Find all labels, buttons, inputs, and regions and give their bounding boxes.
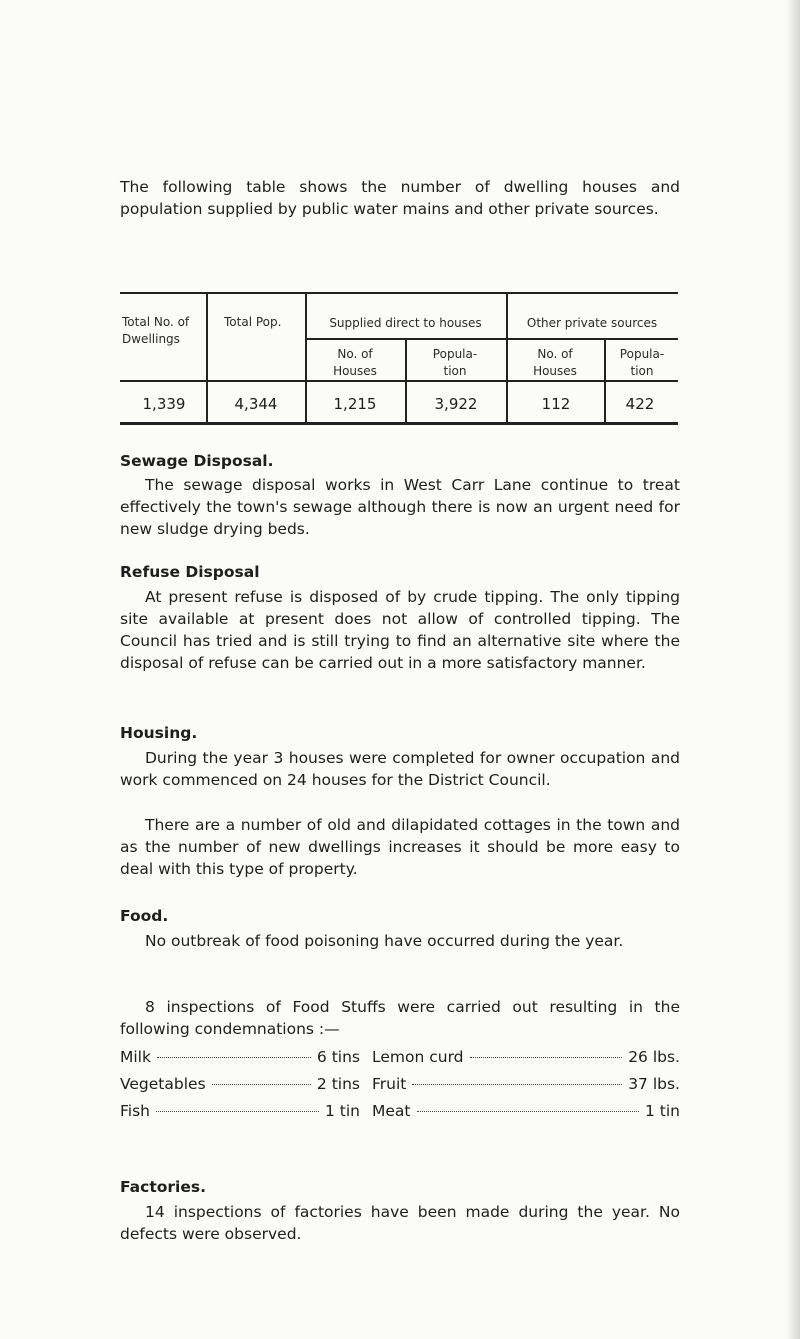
header-no-of-houses: No. of Houses (333, 347, 377, 378)
header-supplied-direct: Supplied direct to houses (329, 316, 482, 330)
item-name: Vegetables (120, 1075, 206, 1093)
food-heading: Food. (120, 907, 169, 925)
item-quantity: 26 lbs. (628, 1048, 680, 1066)
cell-supplied-houses: 1,215 (333, 395, 377, 413)
item-name: Lemon curd (372, 1048, 464, 1066)
header-other-sources: Other private sources (526, 316, 658, 330)
food-paragraph-2: 8 inspections of Food Stuffs were carried out resulting in the following condemnations :— (120, 998, 680, 1038)
header-population: Popula- tion (432, 347, 478, 378)
refuse-paragraph: At present refuse is disposed of by crude tipping. The only tipping site available at present does not allow of controlled tipping. The Council has tried and is still trying to find an alternative site where the disposal of refuse can be carried out in a more satisfactory manner. (120, 588, 680, 672)
factories-paragraph: 14 inspections of factories have been made during the year. No defects were observed. (120, 1203, 680, 1243)
item-name: Fruit (372, 1075, 407, 1093)
sewage-heading: Sewage Disposal. (120, 452, 274, 470)
leader-dots (412, 1084, 622, 1085)
leader-dots (470, 1057, 623, 1058)
cell-total-dwellings: 1,339 (142, 395, 186, 413)
leader-dots (157, 1057, 311, 1058)
sewage-paragraph: The sewage disposal works in West Carr Lane continue to treat effectively the town's sewage although there is now an urgent need for new sludge drying beds. (120, 476, 680, 538)
item-name: Fish (120, 1102, 150, 1120)
header-population: Popula- tion (619, 347, 665, 378)
page-edge-shadow (786, 0, 800, 1339)
cell-supplied-population: 3,922 (434, 395, 478, 413)
intro-paragraph: The following table shows the number of dwelling houses and population supplied by public water mains and other private sources. (120, 178, 680, 218)
item-name: Meat (372, 1102, 411, 1120)
list-item (120, 1075, 680, 1099)
item-quantity: 1 tin (325, 1102, 360, 1120)
leader-dots (417, 1111, 640, 1112)
item-quantity: 6 tins (316, 1048, 360, 1066)
water-supply-table (120, 292, 678, 425)
housing-paragraph-2: There are a number of old and dilapidated cottages in the town and as the number of new dwellings increases it should be more easy to deal with this type of property. (120, 816, 680, 878)
item-name: Milk (120, 1048, 151, 1066)
leader-dots (212, 1084, 311, 1085)
factories-heading: Factories. (120, 1178, 206, 1196)
header-total-pop: Total Pop. (224, 315, 282, 329)
cell-total-pop: 4,344 (234, 395, 278, 413)
item-quantity: 37 lbs. (628, 1075, 680, 1093)
item-quantity: 1 tin (645, 1102, 680, 1120)
cell-other-houses: 112 (541, 395, 571, 413)
list-item (120, 1048, 680, 1072)
table-divider (120, 380, 678, 382)
table-divider (305, 338, 678, 340)
header-no-of-houses: No. of Houses (533, 347, 577, 378)
refuse-heading: Refuse Disposal (120, 563, 260, 581)
cell-other-population: 422 (625, 395, 655, 413)
food-paragraph-1: No outbreak of food poisoning have occurred during the year. (145, 932, 624, 950)
housing-paragraph-1: During the year 3 houses were completed for owner occupation and work commenced on 24 houses for the District Council. (120, 749, 680, 789)
list-item (120, 1102, 680, 1126)
header-total-dwellings: Total No. of Dwellings (122, 315, 190, 346)
leader-dots (156, 1111, 319, 1112)
housing-heading: Housing. (120, 724, 198, 742)
item-quantity: 2 tins (316, 1075, 360, 1093)
